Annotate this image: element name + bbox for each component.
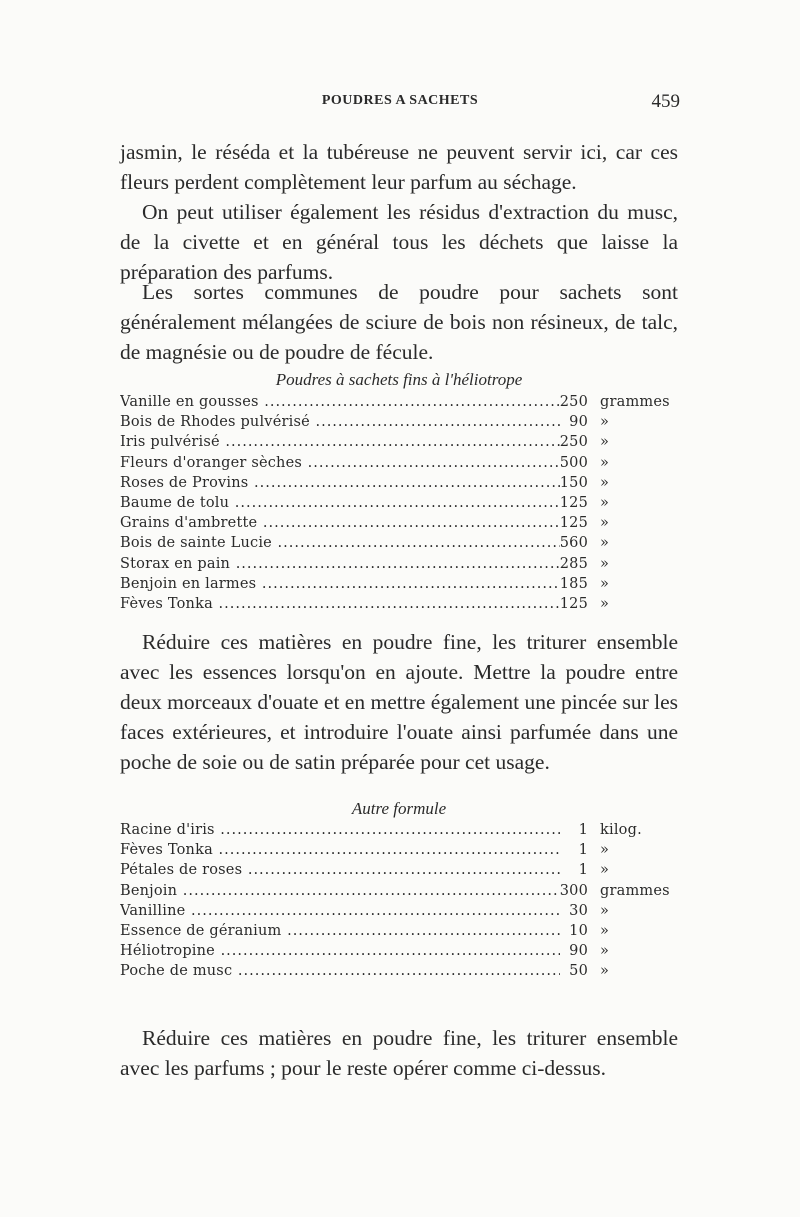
recipe-row bbox=[120, 903, 680, 923]
recipe-row bbox=[120, 455, 680, 475]
recipe-row bbox=[120, 394, 680, 414]
ingredient-name: Vanilline ..... bbox=[120, 903, 560, 919]
recipe-row bbox=[120, 596, 680, 616]
ingredient-name: Roses de Provins ..... bbox=[120, 475, 560, 491]
recipe-row bbox=[120, 576, 680, 596]
ingredient-unit: » bbox=[600, 963, 610, 980]
paragraph-final-instructions: Réduire ces matières en poudre fine, les triturer ensemble avec les parfums ; pour le reste opérer comme ci-dessus. bbox=[120, 1026, 678, 1080]
ingredient-unit: » bbox=[600, 414, 610, 431]
ingredient-qty: 10 bbox=[569, 922, 588, 939]
ingredient-name: Benjoin ..... bbox=[120, 883, 560, 899]
recipe-row bbox=[120, 495, 680, 515]
ingredient-name: Storax en pain ..... bbox=[120, 556, 560, 572]
recipe-row bbox=[120, 475, 680, 495]
ingredient-qty: 50 bbox=[569, 963, 588, 980]
ingredient-name: Vanille en gousses ..... bbox=[120, 394, 560, 410]
ingredient-qty: 1 bbox=[578, 822, 588, 838]
recipe-row bbox=[120, 434, 680, 454]
page-number: 459 bbox=[651, 91, 680, 112]
ingredient-unit: » bbox=[600, 862, 610, 879]
ingredient-qty: 560 bbox=[559, 535, 588, 552]
ingredient-qty: 125 bbox=[559, 515, 588, 532]
ingredient-qty: 1 bbox=[578, 862, 588, 879]
paragraph-continuation: jasmin, le réséda et la tubéreuse ne peuvent servir ici, car ces fleurs perdent complètement leur parfum au séchage. bbox=[120, 140, 678, 194]
ingredient-unit: » bbox=[600, 922, 610, 939]
ingredient-qty: 90 bbox=[569, 943, 588, 960]
ingredient-name: Bois de Rhodes pulvérisé ..... bbox=[120, 414, 560, 430]
recipe-row bbox=[120, 822, 680, 842]
ingredient-qty: 125 bbox=[559, 494, 588, 511]
recipe-row bbox=[120, 943, 680, 963]
ingredient-qty: 150 bbox=[559, 474, 588, 491]
ingredient-name: Héliotropine ..... bbox=[120, 943, 560, 959]
paragraph-instructions: Réduire ces matières en poudre fine, les triturer ensemble avec les essences lorsqu'on en ajoute. Mettre la poudre entre deux morceaux d'ouate et en mettre également une pincée sur les faces extérieures, et introduire l'ouate ainsi parfumée dans une poche de soie ou de satin préparée pour cet usage. bbox=[120, 630, 678, 774]
ingredient-name: Fèves Tonka ..... bbox=[120, 596, 560, 612]
ingredient-name: Pétales de roses ..... bbox=[120, 862, 560, 878]
ingredient-unit: » bbox=[600, 555, 610, 572]
recipe-row bbox=[120, 535, 680, 555]
ingredient-unit: » bbox=[600, 494, 610, 511]
ingredient-unit: grammes bbox=[600, 394, 670, 410]
ingredient-unit: » bbox=[600, 902, 610, 919]
ingredient-qty: 125 bbox=[559, 595, 588, 612]
ingredient-name: Grains d'ambrette ..... bbox=[120, 515, 560, 531]
recipe-2-title: Autre formule bbox=[351, 799, 447, 818]
running-head bbox=[120, 93, 680, 115]
ingredient-name: Bois de sainte Lucie ..... bbox=[120, 535, 560, 551]
ingredient-unit: » bbox=[600, 535, 610, 552]
ingredient-unit: » bbox=[600, 943, 610, 960]
ingredient-qty: 1 bbox=[578, 842, 588, 859]
ingredient-qty: 300 bbox=[559, 882, 588, 899]
recipe-1-table bbox=[120, 394, 680, 616]
ingredient-unit: » bbox=[600, 575, 610, 592]
ingredient-unit: » bbox=[600, 595, 610, 612]
ingredient-qty: 30 bbox=[569, 902, 588, 919]
recipe-row bbox=[120, 556, 680, 576]
paragraph-sortes-communes: Les sortes communes de poudre pour sachets sont généralement mélangées de sciure de bois non résineux, de talc, de magnésie ou de poudre de fécule. bbox=[120, 280, 678, 364]
paragraph-residus: On peut utiliser également les résidus d'extraction du musc, de la civette et en général tous les déchets que laisse la préparation des parfums. bbox=[120, 200, 678, 284]
recipe-row bbox=[120, 923, 680, 943]
recipe-row bbox=[120, 515, 680, 535]
ingredient-qty: 90 bbox=[569, 414, 588, 431]
ingredient-unit: » bbox=[600, 454, 610, 471]
ingredient-name: Essence de géranium ..... bbox=[120, 923, 560, 939]
recipe-2-table bbox=[120, 822, 680, 984]
recipe-row bbox=[120, 414, 680, 434]
ingredient-name: Fèves Tonka ..... bbox=[120, 842, 560, 858]
ingredient-name: Poche de musc ..... bbox=[120, 963, 560, 979]
ingredient-unit: » bbox=[600, 434, 610, 451]
running-head-title: POUDRES A SACHETS bbox=[321, 93, 479, 108]
ingredient-name: Racine d'iris ..... bbox=[120, 822, 560, 838]
ingredient-qty: 250 bbox=[559, 434, 588, 451]
ingredient-name: Fleurs d'oranger sèches ..... bbox=[120, 455, 560, 471]
recipe-row bbox=[120, 963, 680, 983]
ingredient-unit: kilog. bbox=[600, 822, 642, 838]
ingredient-qty: 250 bbox=[559, 394, 588, 410]
ingredient-qty: 285 bbox=[559, 555, 588, 572]
ingredient-name: Benjoin en larmes ..... bbox=[120, 576, 560, 592]
ingredient-qty: 185 bbox=[559, 575, 588, 592]
ingredient-name: Baume de tolu ..... bbox=[120, 495, 560, 511]
ingredient-qty: 500 bbox=[559, 454, 588, 471]
ingredient-unit: » bbox=[600, 515, 610, 532]
recipe-1-title: Poudres à sachets fins à l'héliotrope bbox=[275, 370, 523, 389]
recipe-row bbox=[120, 842, 680, 862]
ingredient-unit: » bbox=[600, 842, 610, 859]
ingredient-unit: » bbox=[600, 474, 610, 491]
ingredient-unit: grammes bbox=[600, 882, 670, 899]
recipe-row bbox=[120, 883, 680, 903]
recipe-row bbox=[120, 862, 680, 882]
ingredient-name: Iris pulvérisé ..... bbox=[120, 434, 560, 450]
